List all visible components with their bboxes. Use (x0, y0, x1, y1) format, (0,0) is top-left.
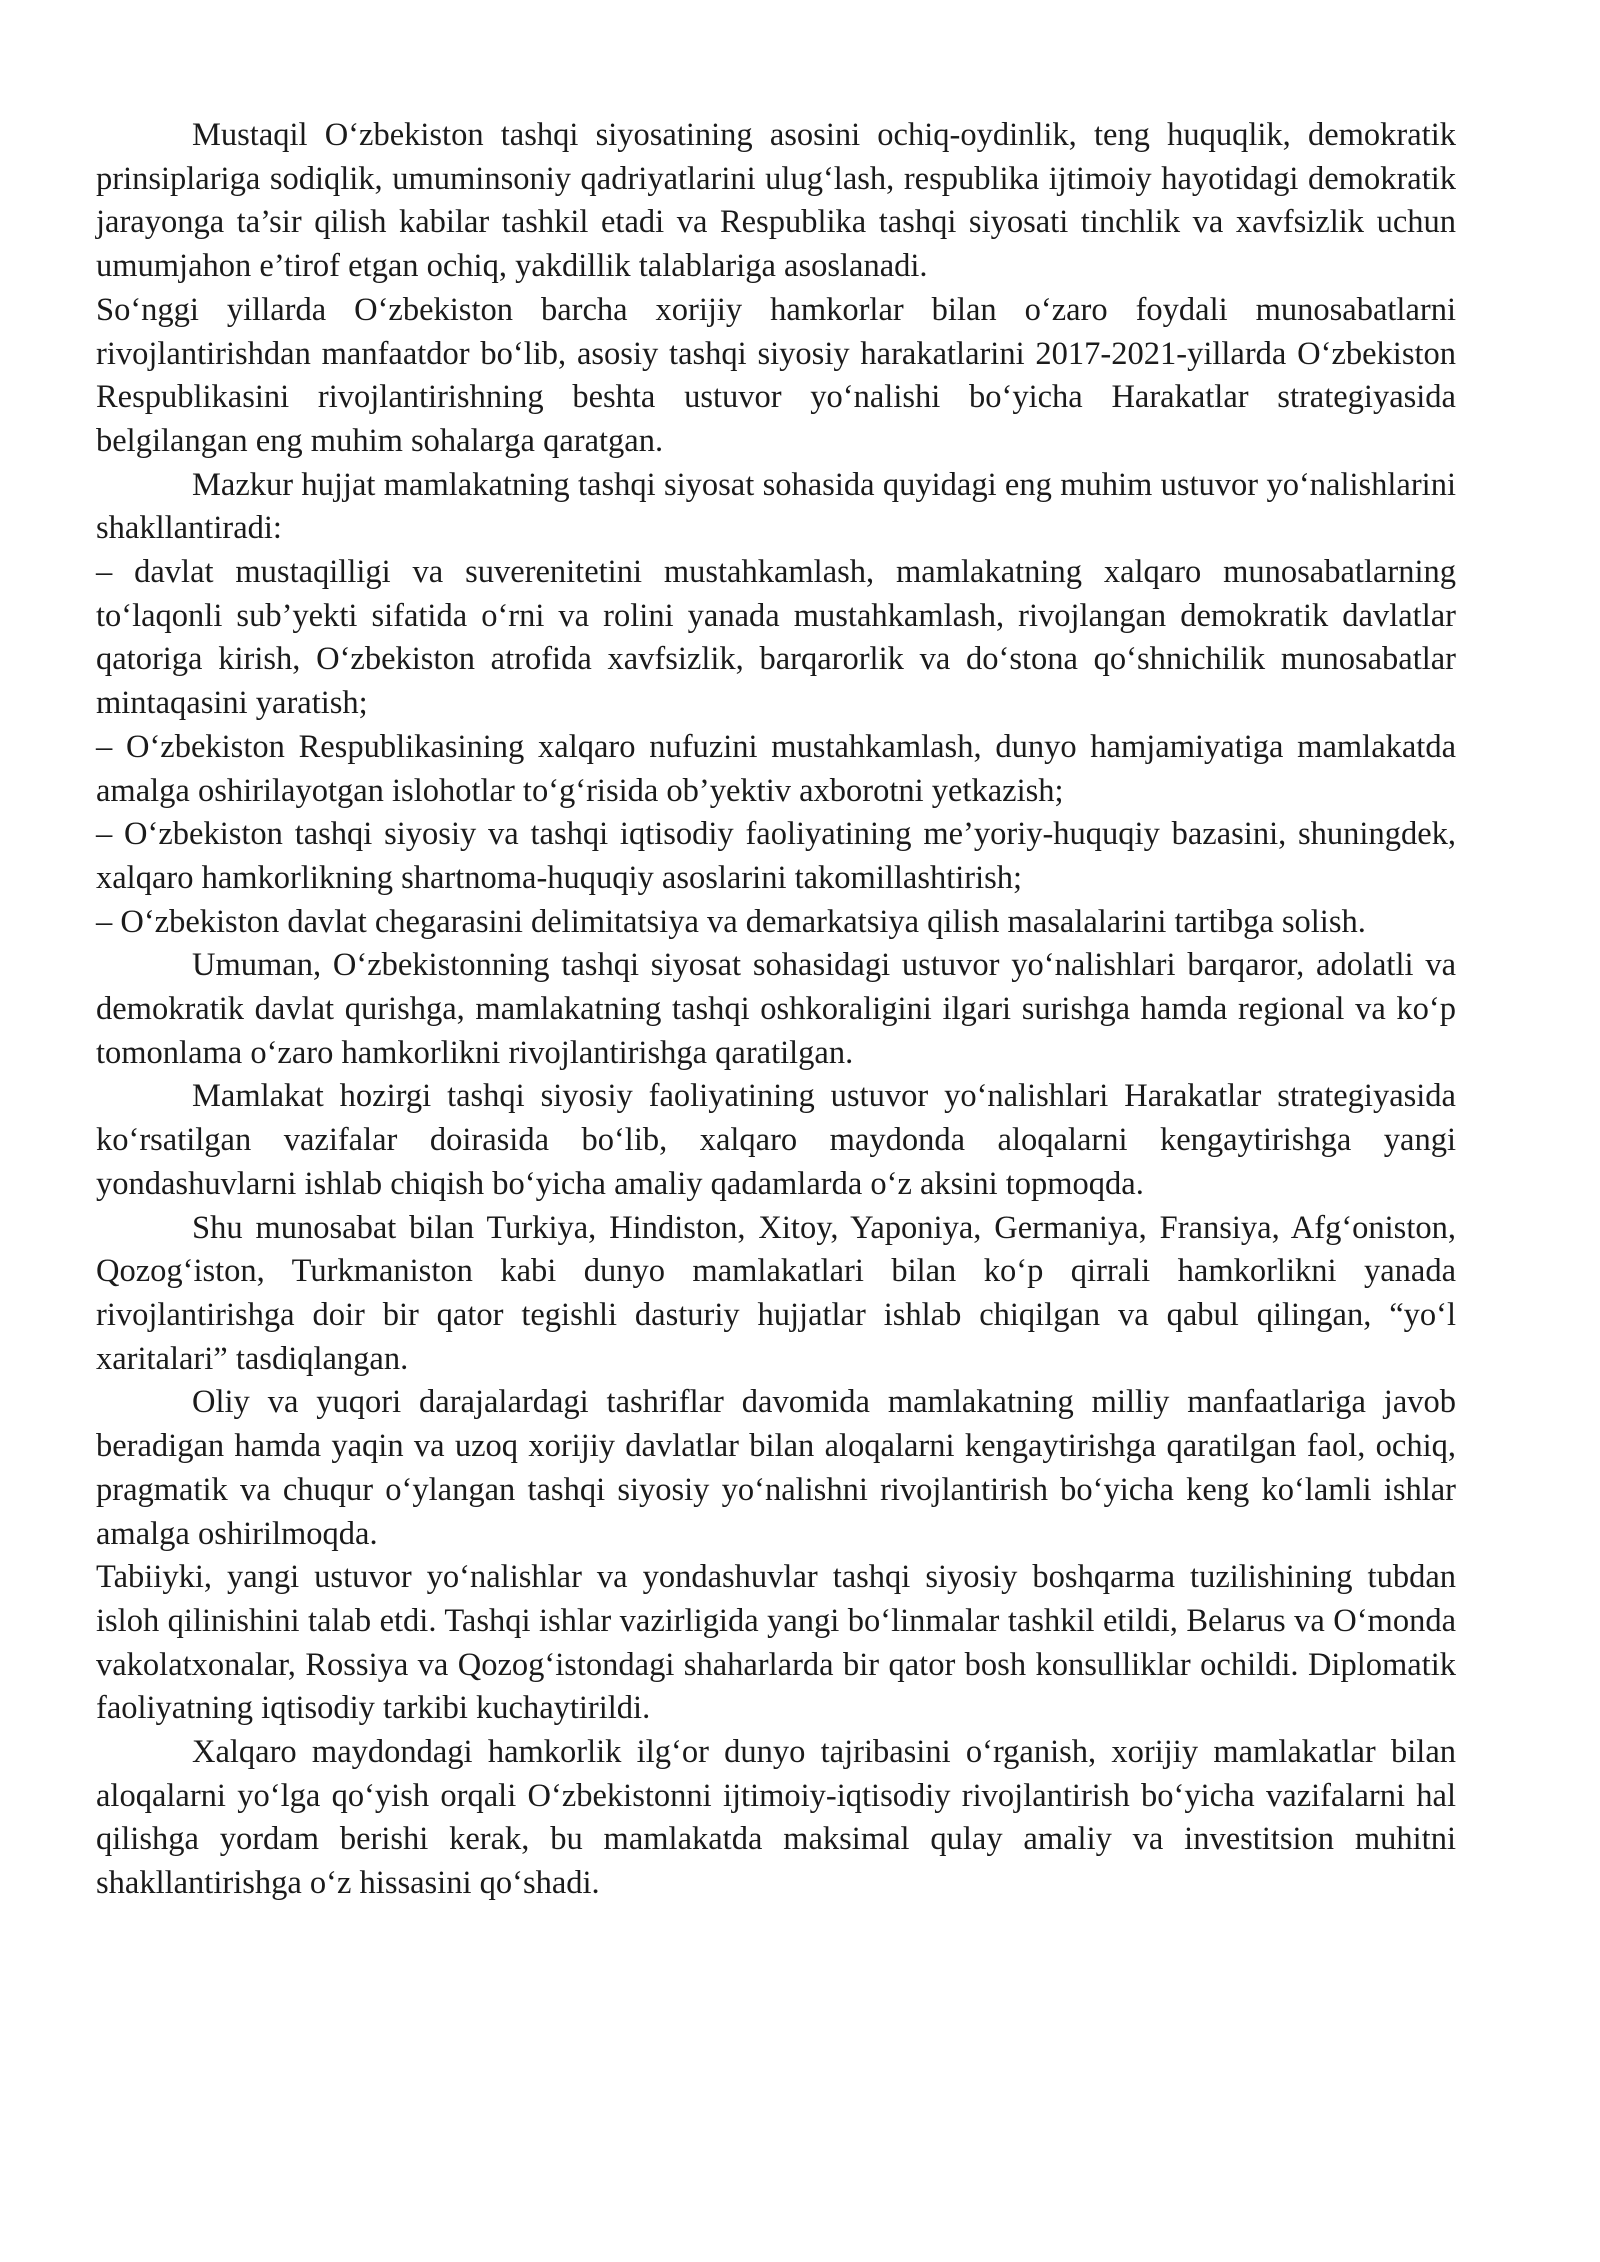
paragraph-international-cooperation: Xalqaro maydondagi hamkorlik ilg‘or dunyo tajribasini o‘rganish, xorijiy mamlakatlar bilan aloqalarni yo‘lga qo‘yish orqali O‘zbekistonni ijtimoiy-iqtisodiy rivojlantirish bo‘yicha vazifalarni hal qilishga yordam berishi kerak, bu mamlakatda maksimal qulay amaliy va investitsion muhitni shakllantirishga o‘z hissasini qo‘shadi. (96, 1734, 1456, 1902)
list-item-international-prestige: – O‘zbekiston Respublikasining xalqaro nufuzini mustahkamlash, dunyo hamjamiyatiga mamlakatda amalga oshirilayotgan islohotlar to‘g‘risida ob’yektiv axborotni yetkazish; (96, 728, 1456, 809)
document-body (96, 114, 1456, 1906)
list-item-border-delimitation: – O‘zbekiston davlat chegarasini delimitatsiya va demarkatsiya qilish masalalarini tartibga solish. (96, 903, 1366, 940)
paragraph-foreign-policy-principles: Mustaqil O‘zbekiston tashqi siyosatining asosini ochiq-oydinlik, teng huquqlik, demokratik prinsiplariga sodiqlik, umuminsoniy qadriyatlarini ulug‘lash, respublika ijtimoiy hayotidagi demokratik jarayonga ta’sir qilish kabilar tashkil etadi va Respublika tashqi siyosati tinchlik va xavfsizlik uchun umumjahon e’tirof etgan ochiq, yakdillik talablariga asoslanadi. (96, 117, 1456, 285)
paragraph-priority-directions-intro: Mazkur hujjat mamlakatning tashqi siyosat sohasida quyidagi eng muhim ustuvor yo‘nalishlarini shakllantiradi: (96, 466, 1456, 547)
paragraph-structural-reforms: Tabiiyki, yangi ustuvor yo‘nalishlar va yondashuvlar tashqi siyosiy boshqarma tuzilishining tubdan isloh qilinishini talab etdi. Tashqi ishlar vazirligida yangi bo‘linmalar tashkil etildi, Belarus va O‘monda vakolatxonalar, Rossiya va Qozog‘istondagi shaharlarda bir qator bosh konsulliklar ochildi. Diplomatik faoliyatning iqtisodiy tarkibi kuchaytirildi. (96, 1559, 1456, 1727)
paragraph-overall-priorities: Umuman, O‘zbekistonning tashqi siyosat sohasidagi ustuvor yo‘nalishlari barqaror, adolatli va demokratik davlat qurishga, mamlakatning tashqi oshkoraligini ilgari surishga hamda regional va ko‘p tomonlama o‘zaro hamkorlikni rivojlantirishga qaratilgan. (96, 947, 1456, 1071)
paragraph-partner-countries: Shu munosabat bilan Turkiya, Hindiston, Xitoy, Yaponiya, Germaniya, Fransiya, Afg‘oniston, Qozog‘iston, Turkmaniston kabi dunyo mamlakatlari bilan ko‘p qirrali hamkorlikni yanada rivojlantirishga doir bir qator tegishli dasturiy hujjatlar ishlab chiqilgan va qabul qilingan, “yo‘l xaritalari” tasdiqlangan. (96, 1209, 1456, 1377)
paragraph-high-level-visits: Oliy va yuqori darajalardagi tashriflar davomida mamlakatning milliy manfaatlariga javob beradigan hamda yaqin va uzoq xorijiy davlatlar bilan aloqalarni kengaytirishga qaratilgan faol, ochiq, pragmatik va chuqur o‘ylangan tashqi siyosiy yo‘nalishni rivojlantirish bo‘yicha keng ko‘lamli ishlar amalga oshirilmoqda. (96, 1384, 1456, 1552)
paragraph-action-strategy: Mamlakat hozirgi tashqi siyosiy faoliyatining ustuvor yo‘nalishlari Harakatlar strategiyasida ko‘rsatilgan vazifalar doirasida bo‘lib, xalqaro maydonda aloqalarni kengaytirishga yangi yondashuvlarni ishlab chiqish bo‘yicha amaliy qadamlarda o‘z aksini topmoqda. (96, 1078, 1456, 1202)
list-item-sovereignty: – davlat mustaqilligi va suverenitetini mustahkamlash, mamlakatning xalqaro munosabatlarning to‘laqonli sub’yekti sifatida o‘rni va rolini yanada mustahkamlash, rivojlangan demokratik davlatlar qatoriga kirish, O‘zbekiston atrofida xavfsizlik, barqarorlik va do‘stona qo‘shnichilik munosabatlar mintaqasini yaratish; (96, 554, 1456, 722)
list-item-legal-framework: – O‘zbekiston tashqi siyosiy va tashqi iqtisodiy faoliyatining me’yoriy-huquqiy bazasini, shuningdek, xalqaro hamkorlikning shartnoma-huquqiy asoslarini takomillashtirish; (96, 816, 1456, 896)
paragraph-recent-years: So‘nggi yillarda O‘zbekiston barcha xorijiy hamkorlar bilan o‘zaro foydali munosabatlarni rivojlantirishdan manfaatdor bo‘lib, asosiy tashqi siyosiy harakatlarini 2017-2021-yillarda O‘zbekiston Respublikasini rivojlantirishning beshta ustuvor yo‘nalishi bo‘yicha Harakatlar strategiyasida belgilangan eng muhim sohalarga qaratgan. (96, 291, 1456, 459)
